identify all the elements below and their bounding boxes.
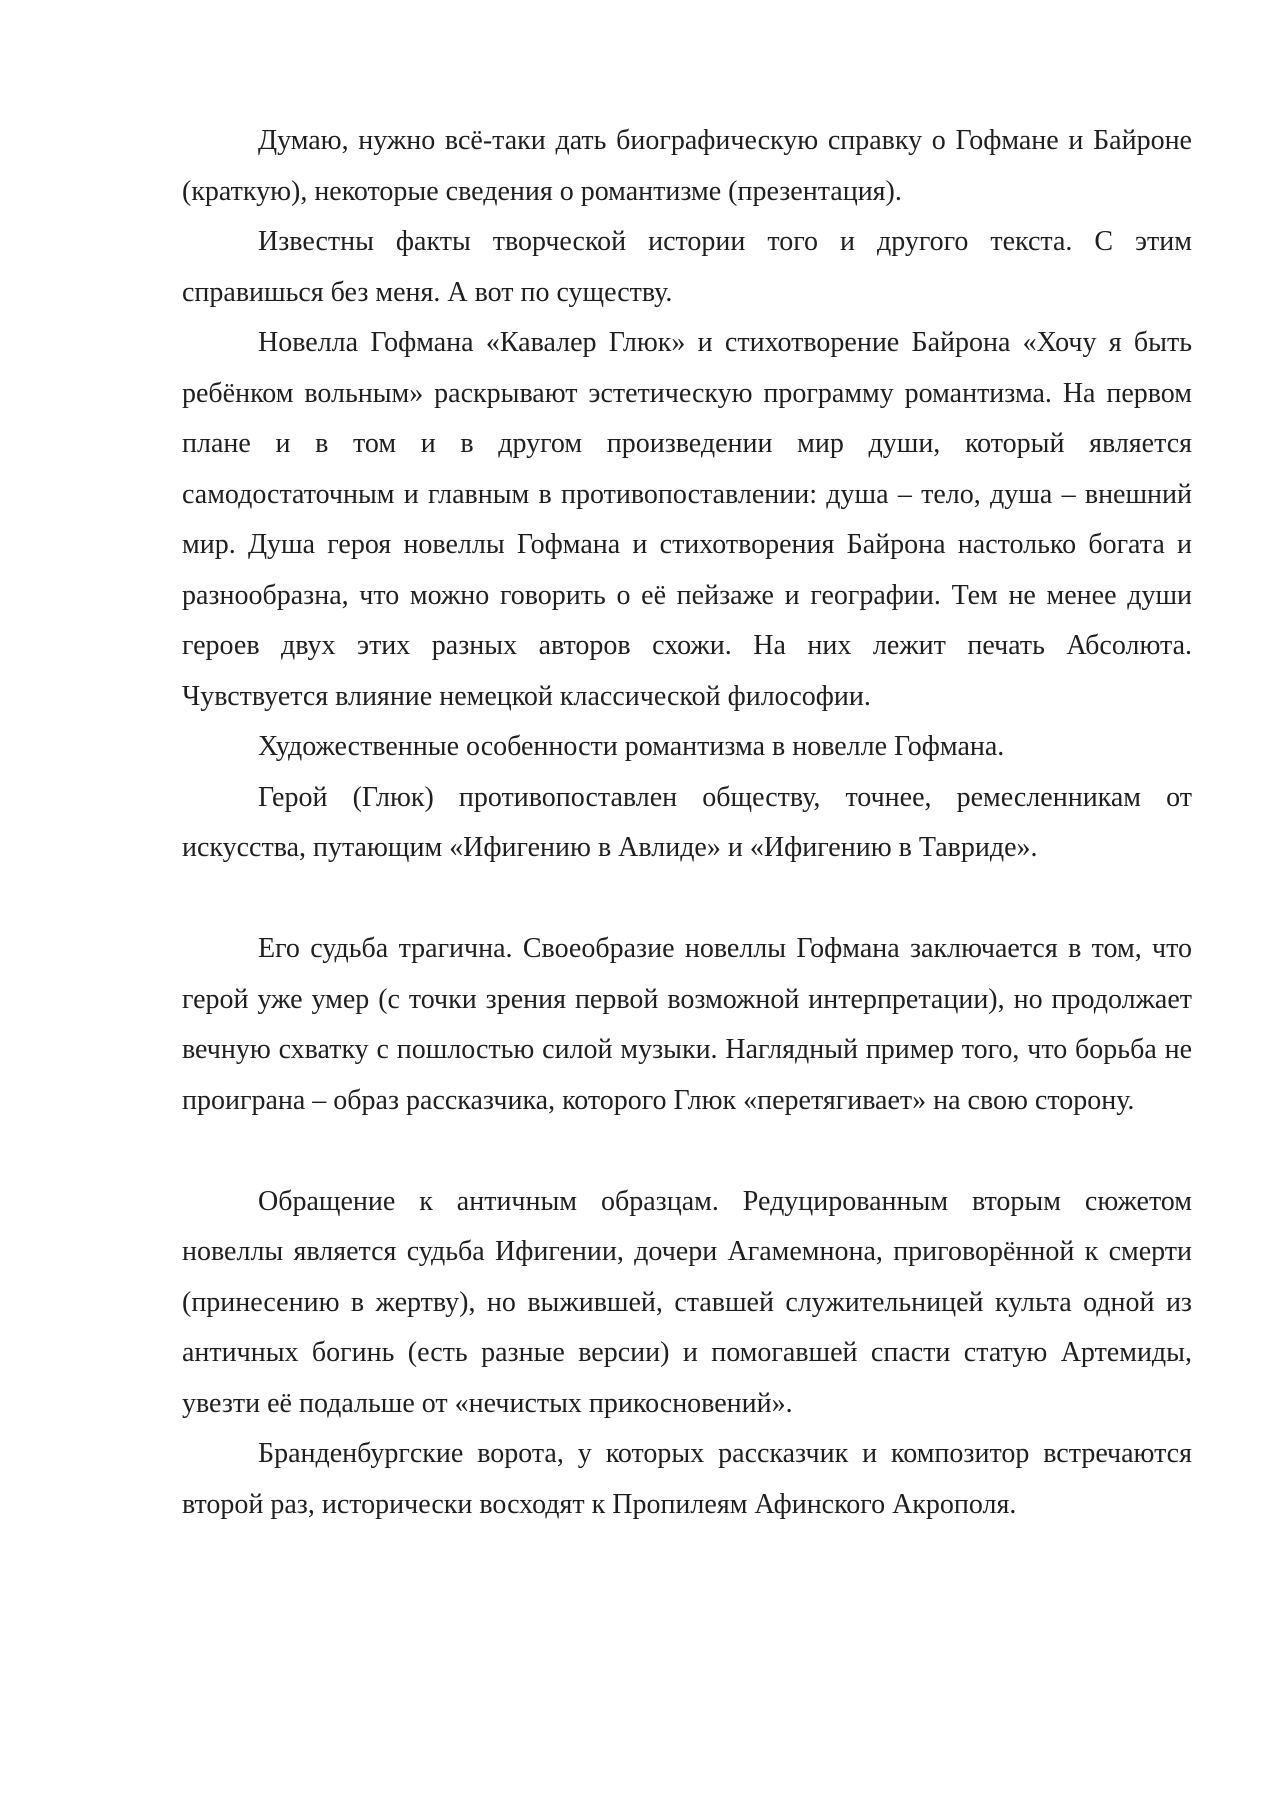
paragraph-intro: Думаю, нужно всё-таки дать биографическую справку о Гофмане и Байроне (краткую), некоторые сведения о романтизме (презентация). — [182, 125, 1192, 207]
paragraph-antique-models: Обращение к античным образцам. Редуцированным вторым сюжетом новеллы является судьба Ифигении, дочери Агамемнона, приговорённой к смерти (принесению в жертву), но выжившей, ставшей служительницей культа одной из античных богинь (есть разные версии) и помогавшей спасти статую Артемиды, увезти её подальше от «нечистых прикосновений». — [182, 1185, 1192, 1419]
document-body — [182, 116, 1192, 1530]
paragraph-creative-history: Известны факты творческой истории того и другого текста. С этим справишься без меня. А вот по существу. — [182, 226, 1192, 308]
paragraph-spacer — [182, 874, 1192, 925]
paragraph-spacer — [182, 1126, 1192, 1177]
paragraph-hero-vs-society: Герой (Глюк) противопоставлен обществу, точнее, ремесленникам от искусства, путающим «Ифигению в Авлиде» и «Ифигению в Тавриде». — [182, 781, 1192, 863]
paragraph-section-heading: Художественные особенности романтизма в новелле Гофмана. — [258, 731, 1005, 762]
paragraph-tragic-fate: Его судьба трагична. Своеобразие новеллы Гофмана заключается в том, что герой уже умер (с точки зрения первой возможной интерпретации), но продолжает вечную схватку с пошлостью силой музыки. Наглядный пример того, что борьба не проиграна – образ рассказчика, которого Глюк «перетягивает» на свою сторону. — [182, 933, 1192, 1116]
paragraph-brandenburg-gate: Бранденбургские ворота, у которых рассказчик и композитор встречаются второй раз, исторически восходят к Пропилеям Афинского Акрополя. — [182, 1438, 1192, 1520]
paragraph-aesthetic-program: Новелла Гофмана «Кавалер Глюк» и стихотворение Байрона «Хочу я быть ребёнком вольным» раскрывают эстетическую программу романтизма. На первом плане и в том и в другом произведении мир души, который является самодостаточным и главным в противопоставлении: душа – тело, душа – внешний мир. Душа героя новеллы Гофмана и стихотворения Байрона настолько богата и разнообразна, что можно говорить о её пейзаже и географии. Тем не менее души героев двух этих разных авторов схожи. На них лежит печать Абсолюта. Чувствуется влияние немецкой классической философии. — [182, 327, 1192, 712]
